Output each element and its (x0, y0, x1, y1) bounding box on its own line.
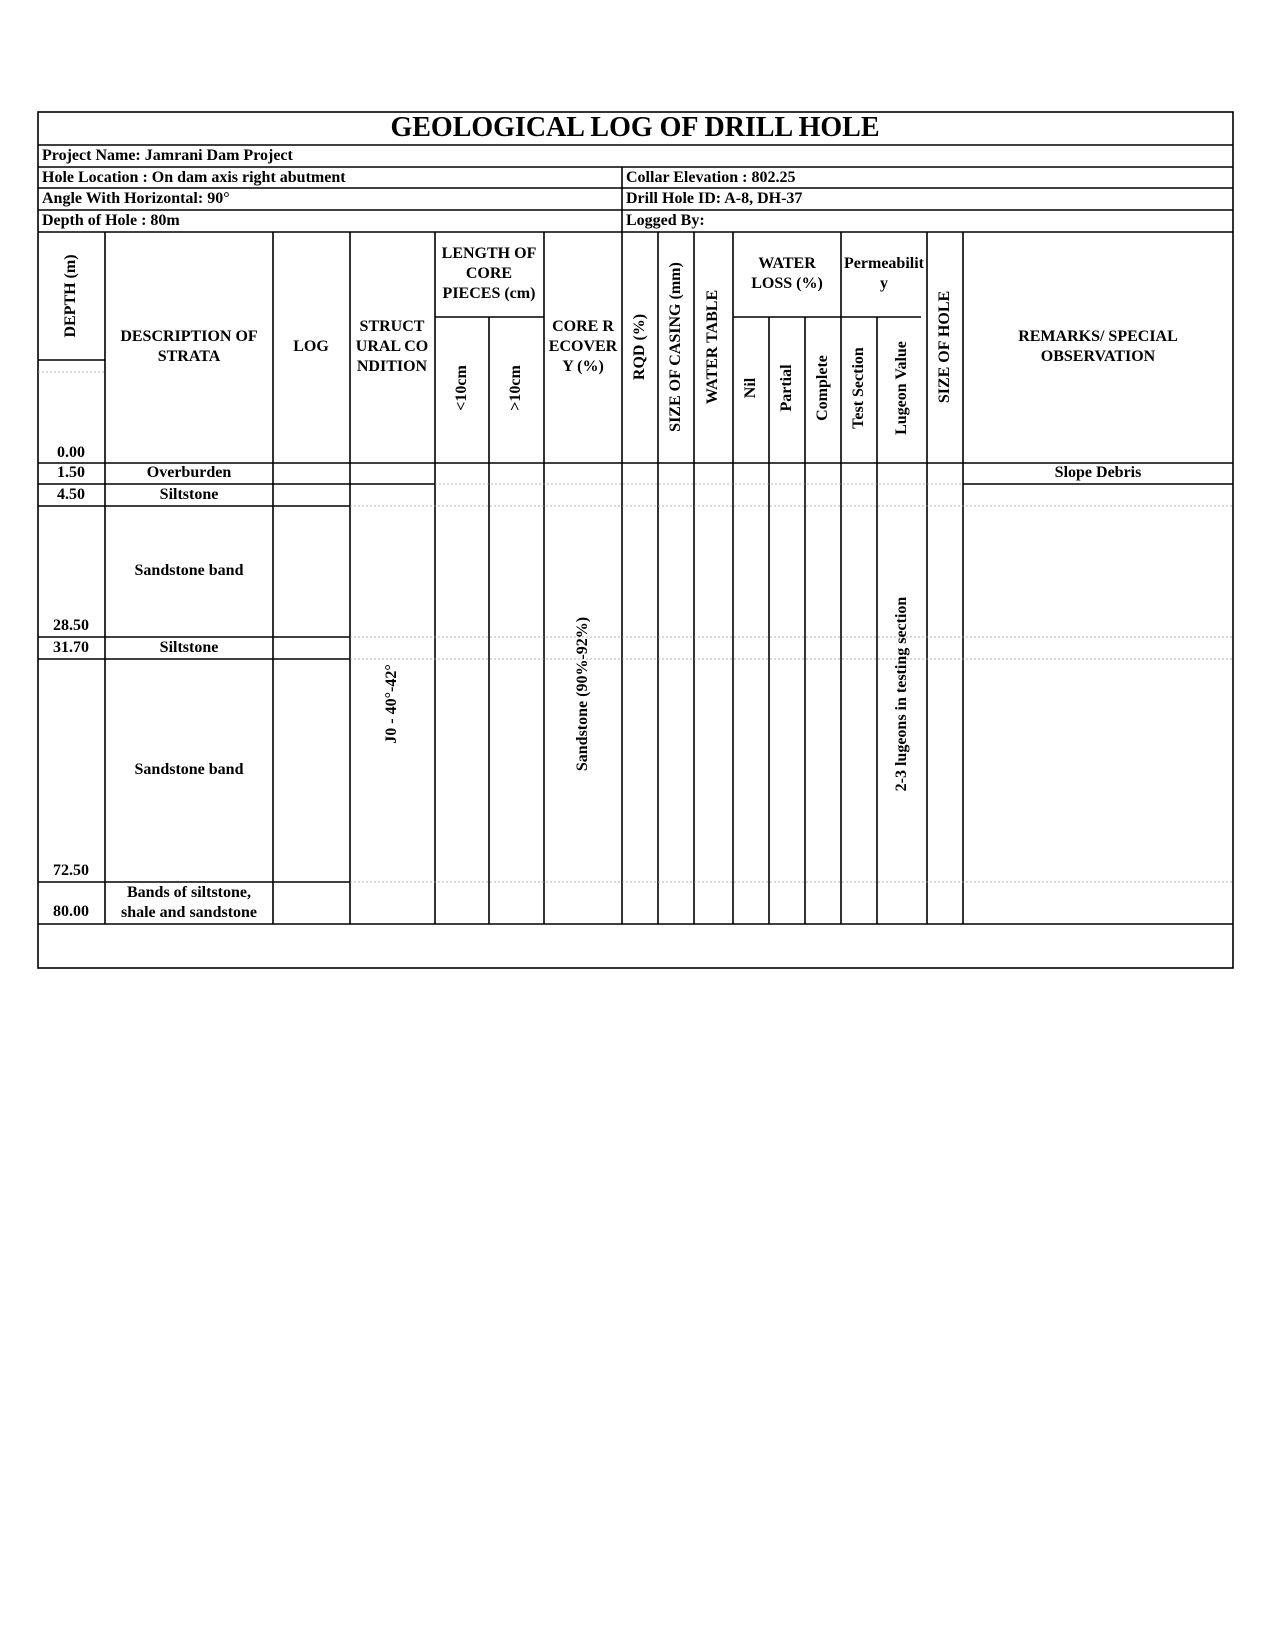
header-lugeon-value: Lugeon Value (893, 341, 910, 435)
header-lt10cm: <10cm (453, 365, 470, 411)
header-complete: Complete (814, 355, 831, 421)
logged-by: Logged By: (626, 212, 705, 229)
table-grid (38, 112, 1233, 968)
start-depth: 0.00 (57, 444, 85, 461)
header-casing: SIZE OF CASING (mm) (667, 262, 684, 432)
angle-with-horizontal: Angle With Horizontal: 90° (42, 190, 230, 207)
header-size-of-hole: SIZE OF HOLE (936, 290, 953, 404)
depth-value: 80.00 (53, 903, 89, 920)
header-test-section: Test Section (850, 347, 867, 429)
lugeon-note: 2-3 lugeons in testing section (893, 596, 910, 792)
header-log: LOG (293, 338, 329, 355)
strata-description: Sandstone band (134, 562, 244, 579)
depth-value: 31.70 (53, 639, 89, 656)
depth-value: 1.50 (57, 464, 85, 481)
header-partial: Partial (778, 364, 795, 412)
strata-description: Sandstone band (134, 761, 244, 778)
depth-of-hole: Depth of Hole : 80m (42, 212, 180, 229)
header-permeability: Permeability (844, 255, 924, 292)
header-rqd: RQD (%) (631, 313, 648, 381)
depth-value: 72.50 (53, 862, 89, 879)
header-structural-condition: STRUCTURAL CONDITION (355, 318, 429, 375)
hole-location: Hole Location : On dam axis right abutment (42, 169, 346, 186)
depth-value: 28.50 (53, 617, 89, 634)
strata-description: Siltstone (159, 639, 219, 656)
depth-value: 4.50 (57, 486, 85, 503)
header-gt10cm: >10cm (507, 365, 524, 411)
header-depth: DEPTH (m) (62, 254, 79, 338)
header-description: DESCRIPTION OF STRATA (120, 328, 258, 365)
strata-description: Overburden (146, 464, 232, 481)
header-core-recovery: CORE RECOVERY (%) (548, 318, 618, 375)
header-core-length: LENGTH OF CORE PIECES (cm) (441, 245, 537, 302)
page-title: GEOLOGICAL LOG OF DRILL HOLE (390, 112, 880, 143)
header-water-loss: WATER LOSS (%) (751, 255, 823, 292)
collar-elevation: Collar Elevation : 802.25 (626, 169, 796, 186)
header-nil: Nil (742, 377, 759, 399)
strata-description: Siltstone (159, 486, 219, 503)
project-name: Project Name: Jamrani Dam Project (42, 147, 293, 164)
drill-log-sheet (38, 112, 1233, 968)
structural-condition-note: J0 - 40°-42° (383, 664, 400, 744)
header-water-table: WATER TABLE (704, 289, 721, 405)
core-recovery-note: Sandstone (90%-92%) (574, 616, 591, 772)
remarks-slope-debris: Slope Debris (1054, 464, 1142, 481)
drill-hole-id: Drill Hole ID: A-8, DH-37 (626, 190, 803, 207)
strata-description: Bands of siltstone, shale and sandstone (120, 884, 258, 921)
header-remarks: REMARKS/ SPECIAL OBSERVATION (1018, 328, 1178, 365)
